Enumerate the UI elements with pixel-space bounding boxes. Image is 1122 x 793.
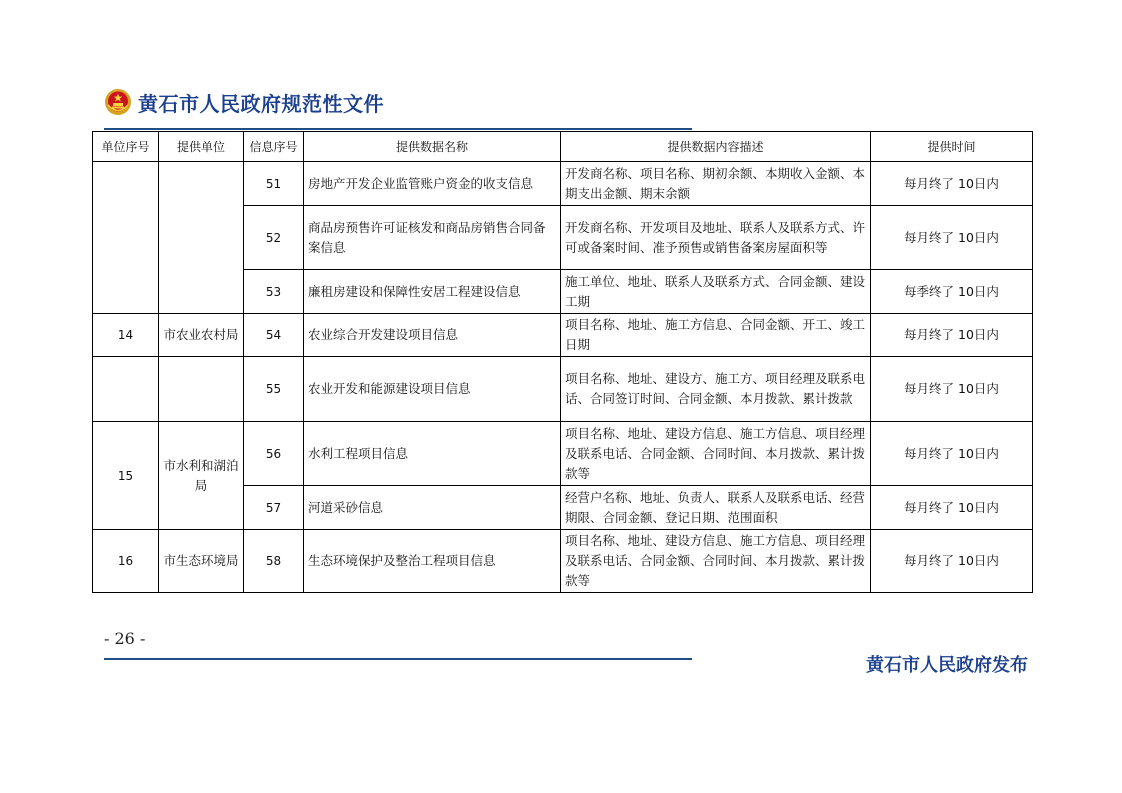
data-name-cell: 廉租房建设和保障性安居工程建设信息 (304, 270, 561, 314)
national-emblem-icon (104, 88, 132, 116)
unit-no-cell: 15 (93, 422, 159, 530)
data-table (92, 131, 1033, 593)
table-row (93, 357, 1033, 422)
data-name-cell: 农业综合开发建设项目信息 (304, 314, 561, 357)
column-header-unit-no: 单位序号 (93, 132, 159, 162)
data-desc-cell: 开发商名称、开发项目及地址、联系人及联系方式、许可或备案时间、准予预售或销售备案房屋面积等 (561, 206, 871, 270)
time-cell: 每月终了 10日内 (871, 314, 1033, 357)
column-header-unit: 提供单位 (159, 132, 244, 162)
unit-cell: 市生态环境局 (159, 530, 244, 593)
info-no-cell: 54 (244, 314, 304, 357)
info-no-cell: 56 (244, 422, 304, 486)
column-header-info-no: 信息序号 (244, 132, 304, 162)
data-desc-cell: 施工单位、地址、联系人及联系方式、合同金额、建设工期 (561, 270, 871, 314)
data-name-cell: 水利工程项目信息 (304, 422, 561, 486)
table-row (93, 422, 1033, 486)
unit-cell: 市水利和湖泊局 (159, 422, 244, 530)
data-desc-cell: 项目名称、地址、建设方信息、施工方信息、项目经理及联系电话、合同金额、合同时间、本月拨款、累计拨款等 (561, 422, 871, 486)
info-no-cell: 58 (244, 530, 304, 593)
info-no-cell: 55 (244, 357, 304, 422)
table-row (93, 314, 1033, 357)
time-cell: 每月终了 10日内 (871, 357, 1033, 422)
info-no-cell: 51 (244, 162, 304, 206)
unit-cell: 市农业农村局 (159, 314, 244, 357)
unit-no-cell: 14 (93, 314, 159, 357)
unit-no-cell: 16 (93, 530, 159, 593)
footer-divider (104, 658, 692, 660)
data-desc-cell: 经营户名称、地址、负责人、联系人及联系电话、经营期限、合同金额、登记日期、范围面积 (561, 486, 871, 530)
page-number: - 26 - (104, 629, 146, 648)
table-header-row (93, 132, 1033, 162)
time-cell: 每月终了 10日内 (871, 486, 1033, 530)
time-cell: 每月终了 10日内 (871, 422, 1033, 486)
table-row (93, 530, 1033, 593)
unit-cell (159, 357, 244, 422)
info-no-cell: 52 (244, 206, 304, 270)
document-header (104, 86, 384, 118)
data-desc-cell: 项目名称、地址、建设方、施工方、项目经理及联系电话、合同签订时间、合同金额、本月拨款、累计拨款 (561, 357, 871, 422)
data-desc-cell: 开发商名称、项目名称、期初余额、本期收入金额、本期支出金额、期末余额 (561, 162, 871, 206)
time-cell: 每季终了 10日内 (871, 270, 1033, 314)
time-cell: 每月终了 10日内 (871, 530, 1033, 593)
header-divider (104, 128, 692, 130)
unit-no-cell (93, 357, 159, 422)
time-cell: 每月终了 10日内 (871, 206, 1033, 270)
data-name-cell: 农业开发和能源建设项目信息 (304, 357, 561, 422)
column-header-time: 提供时间 (871, 132, 1033, 162)
info-no-cell: 53 (244, 270, 304, 314)
document-title: 黄石市人民政府规范性文件 (138, 91, 384, 116)
column-header-data-name: 提供数据名称 (304, 132, 561, 162)
unit-cell (159, 162, 244, 314)
data-name-cell: 河道采砂信息 (304, 486, 561, 530)
data-name-cell: 房地产开发企业监管账户资金的收支信息 (304, 162, 561, 206)
info-no-cell: 57 (244, 486, 304, 530)
data-desc-cell: 项目名称、地址、施工方信息、合同金额、开工、竣工日期 (561, 314, 871, 357)
data-name-cell: 生态环境保护及整治工程项目信息 (304, 530, 561, 593)
unit-no-cell (93, 162, 159, 314)
time-cell: 每月终了 10日内 (871, 162, 1033, 206)
data-desc-cell: 项目名称、地址、建设方信息、施工方信息、项目经理及联系电话、合同金额、合同时间、本月拨款、累计拨款等 (561, 530, 871, 593)
data-name-cell: 商品房预售许可证核发和商品房销售合同备案信息 (304, 206, 561, 270)
column-header-data-desc: 提供数据内容描述 (561, 132, 871, 162)
publisher-label: 黄石市人民政府发布 (866, 655, 1028, 676)
table-row (93, 162, 1033, 206)
